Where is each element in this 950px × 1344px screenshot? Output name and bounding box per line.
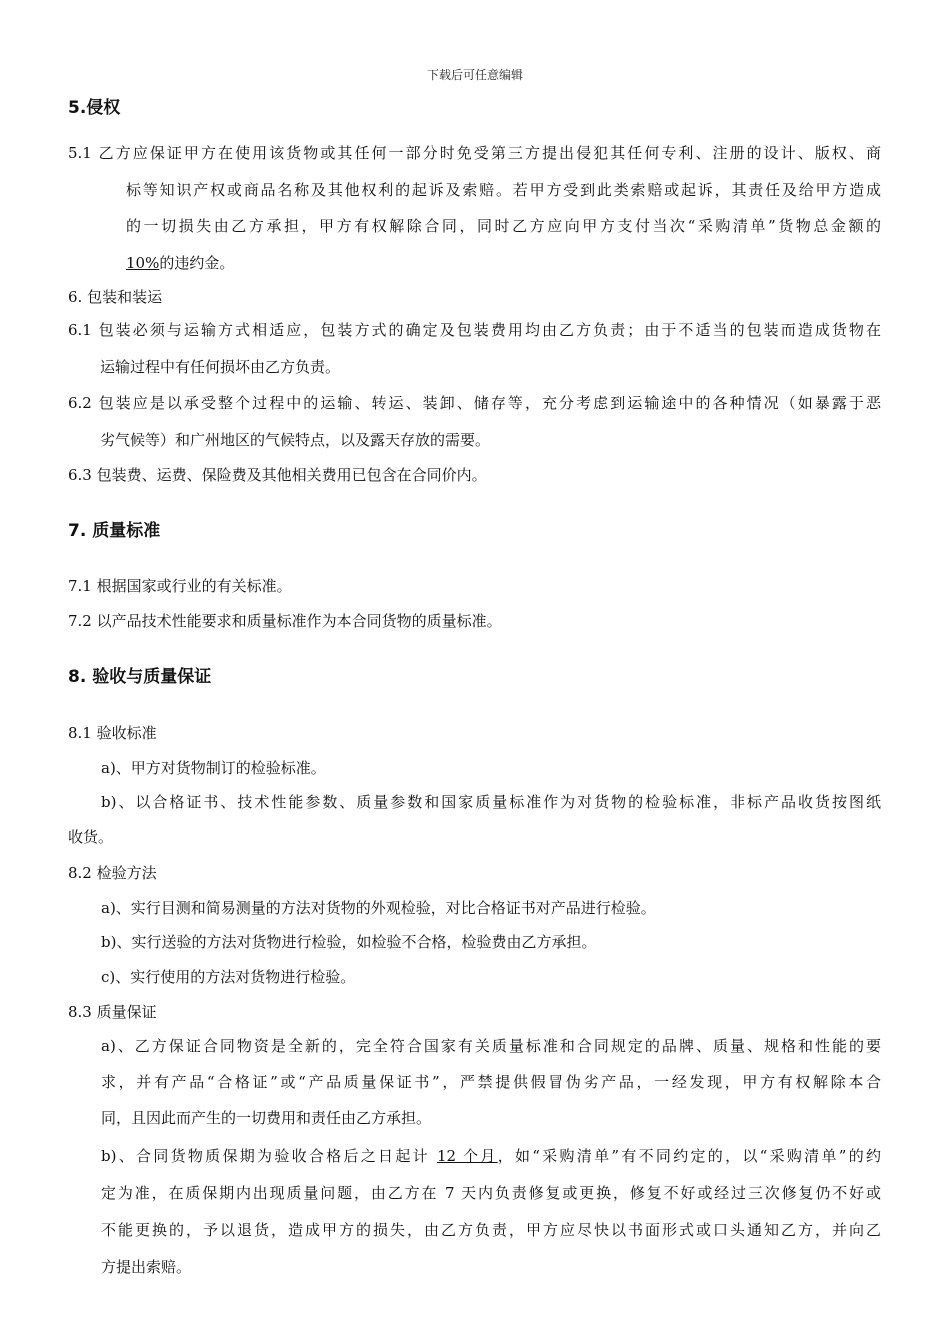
para-8-3-a-line-1: a)、乙方保证合同物资是全新的，完全符合国家有关质量标准和合同规定的品牌、质量、规格和性能的要 xyxy=(101,1037,881,1055)
para-5-1-line-1: 5.1 乙方应保证甲方在使用该货物或其任何一部分时免受第三方提出侵犯其任何专利、注册的设计、版权、商 xyxy=(68,144,881,162)
para-8-2-c: c)、实行使用的方法对货物进行检验。 xyxy=(101,968,356,986)
para-8-1-b-line-1: b)、以合格证书、技术性能参数、质量参数和国家质量标准作为对货物的检验标准，非标产品收货按图纸 xyxy=(101,793,881,811)
warranty-period: 12 个月 xyxy=(436,1147,498,1165)
para-8-3-b-line-4: 方提出索赔。 xyxy=(101,1258,192,1276)
para-8-3-b-line-3: 不能更换的，予以退货，造成甲方的损失，由乙方负责，甲方应尽快以书面形式或口头通知乙方，并向乙 xyxy=(101,1221,881,1239)
page-header: 下载后可任意编辑 xyxy=(426,68,523,82)
penalty-suffix: 的违约金。 xyxy=(159,254,235,272)
para-8-3-b-line-2: 定为准，在质保期内出现质量问题，由乙方在 7 天内负责修复或更换，修复不好或经过三次修复仍不好或 xyxy=(101,1184,881,1202)
para-8-3-a-line-3: 同，且因此而产生的一切费用和责任由乙方承担。 xyxy=(101,1109,432,1127)
penalty-percent: 10% xyxy=(126,254,160,272)
para-6-3: 6.3 包装费、运费、保险费及其他相关费用已包含在合同价内。 xyxy=(68,466,487,484)
para-8-1-a: a)、甲方对货物制订的检验标准。 xyxy=(101,759,326,777)
para-5-1-line-4 xyxy=(126,253,234,273)
para-8-3: 8.3 质量保证 xyxy=(68,1003,157,1021)
para-8-3-a-line-2: 求，并有产品“合格证”或“产品质量保证书”，严禁提供假冒伪劣产品，一经发现，甲方有权解除本合 xyxy=(101,1073,881,1091)
para-6-2-line-2: 劣气候等）和广州地区的气候特点，以及露天存放的需要。 xyxy=(100,431,491,449)
para-7-2: 7.2 以产品技术性能要求和质量标准作为本合同货物的质量标准。 xyxy=(68,612,502,630)
para-8-1: 8.1 验收标准 xyxy=(68,724,157,742)
para-8-3-b-line-1 xyxy=(101,1146,881,1166)
para-6-2-line-1: 6.2 包装应是以承受整个过程中的运输、转运、装卸、储存等，充分考虑到运输途中的各种情况（如暴露于恶 xyxy=(68,394,881,412)
para-8-2: 8.2 检验方法 xyxy=(68,864,157,882)
section-6-title: 6. 包装和装运 xyxy=(68,288,163,306)
para-8-2-a: a)、实行目测和简易测量的方法对货物的外观检验，对比合格证书对产品进行检验。 xyxy=(101,899,656,917)
para-7-1: 7.1 根据国家或行业的有关标准。 xyxy=(68,577,292,595)
para-6-1-line-1: 6.1 包装必须与运输方式相适应，包装方式的确定及包装费用均由乙方负责；由于不适当的包装而造成货物在 xyxy=(68,321,881,339)
section-7-title: 7. 质量标准 xyxy=(68,521,161,541)
warranty-prefix: b)、合同货物质保期为验收合格后之日起计 xyxy=(101,1147,437,1165)
section-8-title: 8. 验收与质量保证 xyxy=(68,667,212,687)
para-6-1-line-2: 运输过程中有任何损坏由乙方负责。 xyxy=(100,358,341,376)
para-8-2-b: b)、实行送验的方法对货物进行检验，如检验不合格，检验费由乙方承担。 xyxy=(101,933,597,951)
warranty-suffix: ，如“采购清单”有不同约定的，以“采购清单”的约 xyxy=(497,1147,881,1165)
para-8-1-b-line-2: 收货。 xyxy=(68,828,114,846)
section-5-title: 5.侵权 xyxy=(68,98,121,118)
para-5-1-line-2: 标等知识产权或商品名称及其他权利的起诉及索赔。若甲方受到此类索赔或起诉，其责任及给甲方造成 xyxy=(126,181,881,199)
para-5-1-line-3: 的一切损失由乙方承担，甲方有权解除合同，同时乙方应向甲方支付当次“采购清单”货物总金额的 xyxy=(126,217,881,235)
